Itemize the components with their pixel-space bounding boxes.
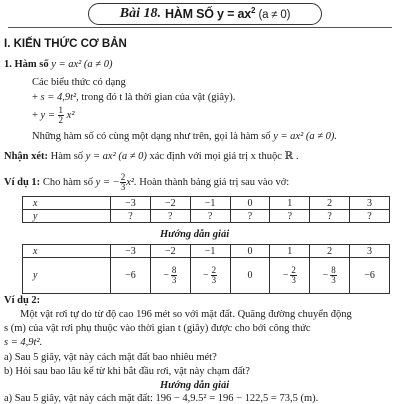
value-table-x-cell: 3 [350,197,390,210]
example2-line-3: s = 4,9t². [4,337,43,348]
answer-y-denominator: 3 [331,275,336,285]
value-table-row-x [23,197,390,210]
example1-guide-title: Hướng dẫn giải [160,229,230,240]
note-text-a: Hàm số [50,151,84,162]
bullet-2-fraction [58,106,65,125]
item1-line [4,59,112,70]
value-table-x-cell: 1 [270,197,310,210]
answer-y-numerator: 8 [331,265,336,275]
bullet-2-suffix: x² [66,109,75,121]
example2-question-a: a) Sau 5 giây, vật này cách mặt đất bao nhiêu mét? [4,352,217,363]
value-table-y-cell: ? [150,210,190,223]
answer-y-sign: − [203,269,209,281]
answer-table-y-cell [190,258,230,294]
bullet-2-numerator: 1 [58,105,64,115]
value-table-y-label: y [23,210,111,223]
example1-numerator: 2 [120,172,126,182]
answer-table-x-cell: −3 [111,245,151,258]
value-table-y-cell: ? [190,210,230,223]
value-table-y-cell: ? [230,210,270,223]
example1-label: Ví dụ 1: [4,176,41,188]
answer-y-denominator: 3 [211,275,217,285]
title-divider [8,27,392,28]
example2-label: Ví dụ 2: [4,295,41,306]
answer-table-y-cell [310,258,350,294]
answer-table-x-cell: −1 [190,245,230,258]
bullet-1-formula: s = 4,9t² [40,92,77,103]
example2-guide-title: Hướng dẫn giải [160,380,230,391]
forms-bullet-1 [32,92,235,103]
value-table-x-label: x [23,197,111,210]
example1-text-a: Cho hàm số [42,176,93,188]
item1-formula: y = ax² (a ≠ 0) [51,59,113,70]
answer-table-x-label: x [23,245,111,258]
answer-y-fraction [211,266,218,285]
answer-y-numerator: 8 [171,265,177,275]
answer-y-value: 0 [247,270,253,281]
lesson-title [165,6,290,21]
answer-y-value: −6 [364,270,375,281]
answer-table-y-cell [270,258,310,294]
value-table-row-y [23,210,390,223]
bullet-1-marker: + [32,92,38,103]
example1-formula-prefix: y = − [95,176,120,188]
answer-table-row-y [23,258,390,294]
example1-formula-suffix: x². [126,176,137,188]
answer-table-y-cell [111,258,151,294]
answer-table-y-cell [150,258,190,294]
answer-table-x-cell: 1 [270,245,310,258]
lesson-title-condition: (a ≠ 0) [258,9,291,22]
conclusion-text: Những hàm số có cùng một dạng như trên, gọi là hàm số [32,131,271,142]
value-table-x-cell: 2 [310,197,350,210]
answer-y-sign: − [163,269,169,281]
answer-y-denominator: 3 [171,275,177,285]
item1-label: 1. Hàm số [4,59,49,70]
note-formula: y = ax² (a ≠ 0) [85,151,147,162]
example2-line-1: Một vật rơi tự do từ độ cao 196 mét so với mặt đất. Quãng đường chuyển động [20,309,352,320]
answer-table-x-cell: 0 [230,245,270,258]
conclusion-formula: y = ax² (a ≠ 0). [273,131,337,142]
value-table-y-cell: ? [270,210,310,223]
example2-question-b: b) Hỏi sau bao lâu kể từ khi bắt đầu rơi, vật này chạm đất? [4,366,250,377]
answer-y-denominator: 3 [291,275,296,285]
answer-y-value: −6 [125,270,136,281]
example1-denominator: 3 [120,182,126,192]
value-table-y-cell: ? [310,210,350,223]
answer-y-fraction [290,266,297,285]
answer-y-numerator: 2 [211,265,217,275]
value-table-y-cell: ? [111,210,151,223]
answer-y-sign: − [322,269,329,281]
value-table-x-cell: −2 [150,197,190,210]
answer-y-numerator: 2 [291,265,296,275]
value-table-x-cell: −3 [111,197,151,210]
value-table [22,196,390,223]
forms-conclusion [32,131,337,142]
answer-y-sign: − [282,269,289,281]
example2-answer-a: a) Sau 5 giây, vật này cách mặt đất: 196 − 4,9.5² = 196 − 122,5 = 73,5 (m). [4,393,319,404]
answer-table-y-label: y [23,258,111,294]
forms-bullet-2 [32,106,74,125]
lesson-title-box [88,3,322,25]
example1-text-b: Hoàn thành bảng giá trị sau vào vở: [139,176,290,188]
bullet-2-denominator: 2 [58,115,64,125]
answer-table-y-cell [230,258,270,294]
forms-intro: Các biểu thức có dạng [32,77,126,88]
example2-line-2: s (m) của vật rơi phụ thuộc vào thời gian t (giây) được cho bởi công thức [4,323,311,334]
answer-table-x-cell: 2 [310,245,350,258]
bullet-2-prefix: y = [40,109,55,121]
bullet-2-marker: + [32,109,38,121]
note-label: Nhận xét: [4,151,49,162]
answer-y-fraction [171,266,178,285]
example1-line [4,173,289,192]
answer-table-x-cell: 3 [350,245,390,258]
answer-table-y-cell [350,258,390,294]
value-table-x-cell: −1 [190,197,230,210]
answer-y-fraction [330,266,337,285]
section-heading: I. KIẾN THỨC CƠ BẢN [4,38,127,50]
value-table-y-cell: ? [350,210,390,223]
lesson-title-exponent: 2 [250,6,256,16]
lesson-number: Bài 18. [119,6,161,21]
answer-table-x-cell: −2 [150,245,190,258]
lesson-title-text: HÀM SỐ y = ax [164,7,251,22]
note-text-b: xác định với mọi giá trị x thuộc ℝ . [149,151,299,162]
value-table-x-cell: 0 [230,197,270,210]
bullet-1-text: , trong đó t là thời gian của vật (giây). [76,92,236,103]
answer-table [22,244,390,294]
note-line [4,150,299,162]
answer-table-row-x [23,245,390,258]
